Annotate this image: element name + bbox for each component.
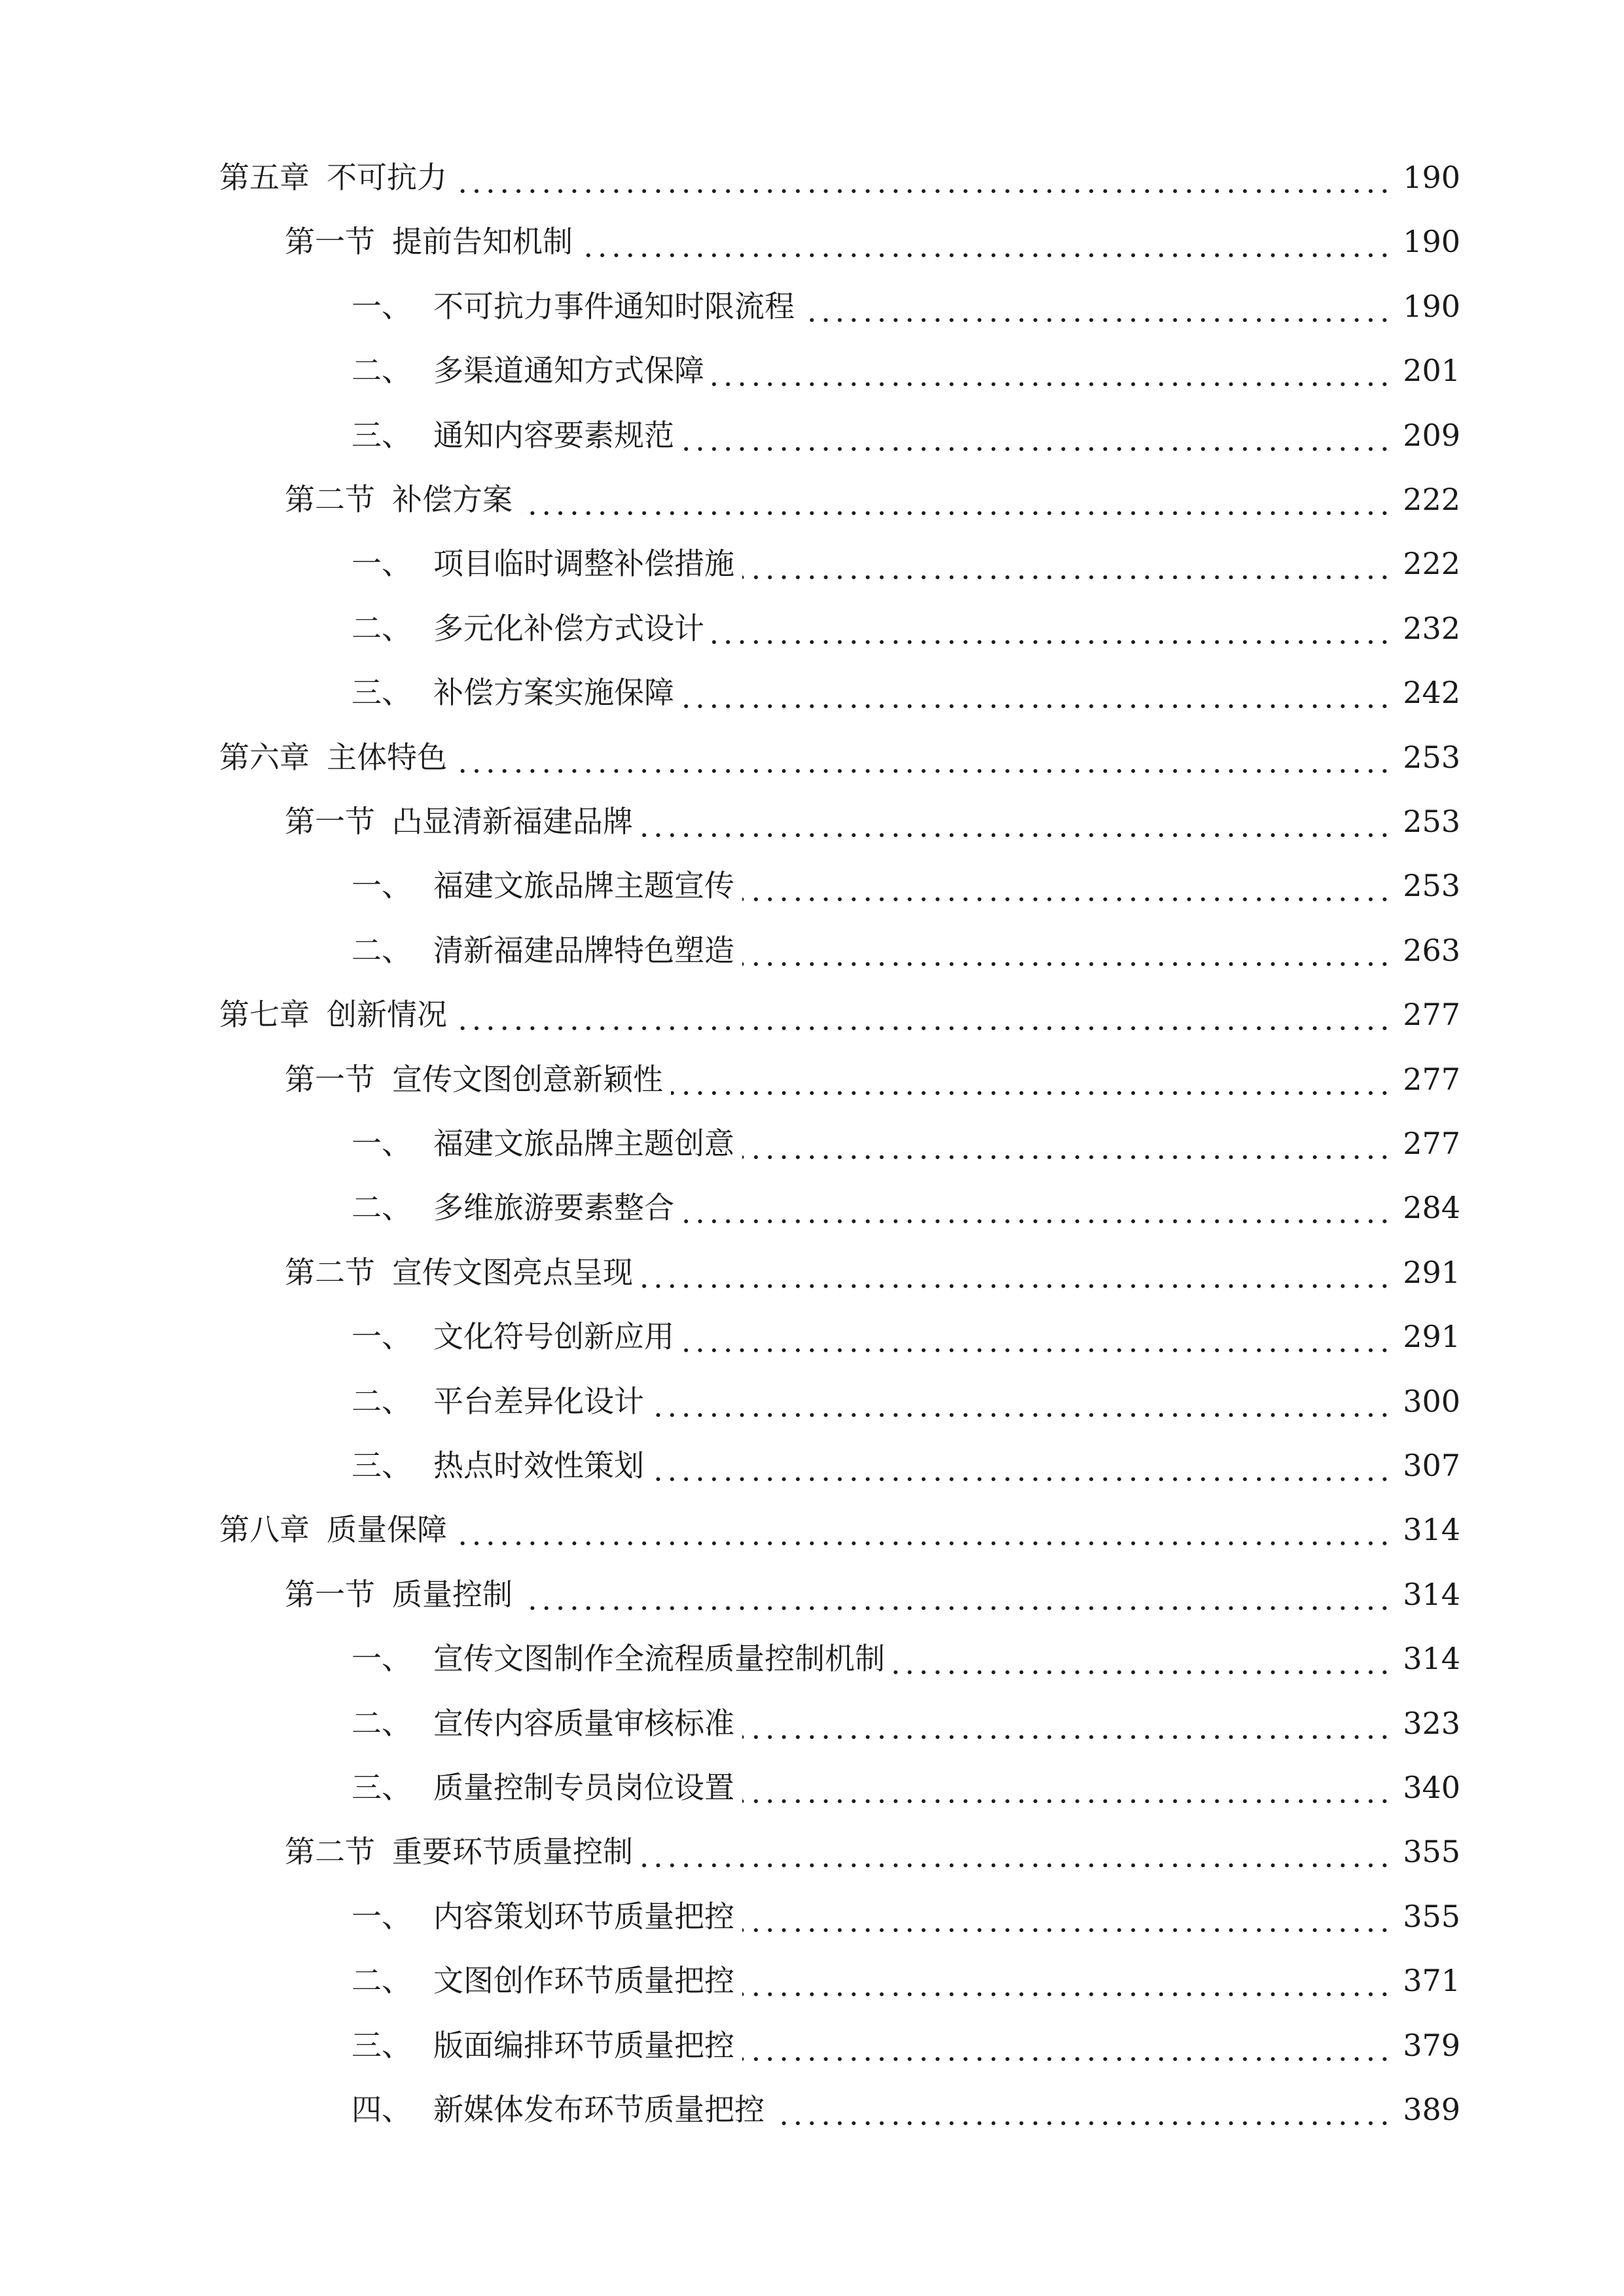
toc-entry[interactable] [0, 1884, 1624, 1948]
toc-entry-heading [352, 1691, 734, 1755]
toc-entry-title: 热点时效性策划 [433, 1448, 644, 1483]
toc-entry-title: 质量控制专员岗位设置 [433, 1770, 734, 1805]
dot-leader [742, 1153, 1392, 1161]
toc-entry-heading [352, 531, 734, 596]
toc-entry-heading [352, 1948, 734, 2013]
toc-entry-page-number: 222 [1403, 546, 1460, 581]
toc-entry-page-number: 355 [1403, 1899, 1460, 1934]
toc-entry[interactable] [0, 1111, 1624, 1175]
dot-leader [682, 445, 1392, 453]
toc-entry-title: 主体特色 [327, 740, 447, 775]
toc-entry-number: 第八章 [219, 1512, 310, 1547]
toc-entry-number: 一、 [352, 289, 412, 324]
toc-entry-page-number: 190 [1403, 289, 1460, 324]
toc-entry-title: 宣传文图创意新颖性 [392, 1062, 663, 1097]
toc-entry-page-number: 253 [1403, 804, 1460, 839]
toc-entry[interactable] [0, 1626, 1624, 1691]
dot-leader [641, 1282, 1392, 1290]
toc-entry-number: 一、 [352, 546, 412, 581]
toc-entry-title: 创新情况 [327, 997, 447, 1032]
toc-entry-number: 第二节 [285, 482, 375, 517]
toc-entry-heading [352, 1175, 674, 1240]
dot-leader [455, 1024, 1392, 1032]
toc-entry-heading [285, 1047, 663, 1111]
toc-entry-title: 宣传内容质量审核标准 [433, 1706, 734, 1741]
toc-entry-heading [285, 1562, 513, 1626]
toc-entry-number: 第一节 [285, 1062, 375, 1097]
toc-entry-page-number: 314 [1403, 1641, 1460, 1676]
toc-entry-page-number: 291 [1403, 1255, 1460, 1290]
toc-entry-number: 二、 [352, 1963, 412, 1998]
toc-entry-number: 三、 [352, 1448, 412, 1483]
toc-entry-heading [352, 596, 704, 660]
toc-entry-heading [352, 2077, 765, 2142]
toc-entry-title: 项目临时调整补偿措施 [433, 546, 734, 581]
toc-entry-number: 第六章 [219, 740, 310, 775]
toc-entry[interactable] [0, 2077, 1624, 2142]
toc-entry[interactable] [0, 1755, 1624, 1820]
toc-entry-number: 一、 [352, 1641, 412, 1676]
toc-entry-number: 二、 [352, 933, 412, 968]
toc-entry-title: 宣传文图亮点呈现 [392, 1255, 633, 1290]
toc-entry-page-number: 190 [1403, 224, 1460, 259]
toc-entry[interactable] [0, 982, 1624, 1047]
dot-leader [455, 767, 1392, 775]
toc-entry-page-number: 277 [1403, 1062, 1460, 1097]
toc-entry-title: 多渠道通知方式保障 [433, 353, 704, 388]
toc-entry-title: 平台差异化设计 [433, 1384, 644, 1419]
toc-entry-page-number: 242 [1403, 675, 1460, 710]
toc-entry-page-number: 277 [1403, 997, 1460, 1032]
toc-entry-title: 质量控制 [392, 1577, 513, 1612]
toc-entry-page-number: 190 [1403, 160, 1460, 195]
toc-entry-heading [219, 1498, 447, 1562]
dot-leader [742, 2055, 1392, 2063]
toc-entry-page-number: 263 [1403, 933, 1460, 968]
toc-entry[interactable] [0, 403, 1624, 467]
toc-entry-page-number: 323 [1403, 1706, 1460, 1741]
toc-entry[interactable] [0, 1175, 1624, 1240]
toc-entry-heading [219, 145, 447, 209]
toc-entry-title: 内容策划环节质量把控 [433, 1899, 734, 1934]
toc-entry[interactable] [0, 1562, 1624, 1626]
toc-entry-number: 第七章 [219, 997, 310, 1032]
toc-entry-page-number: 277 [1403, 1126, 1460, 1161]
toc-entry-page-number: 371 [1403, 1963, 1460, 1998]
toc-entry-number: 第一节 [285, 804, 375, 839]
toc-entry-page-number: 314 [1403, 1512, 1460, 1547]
toc-entry-title: 重要环节质量控制 [392, 1834, 633, 1869]
dot-leader [893, 1668, 1392, 1676]
toc-entry[interactable] [0, 725, 1624, 789]
toc-entry-title: 不可抗力事件通知时限流程 [433, 289, 795, 324]
dot-leader [520, 1604, 1392, 1612]
toc-entry-number: 一、 [352, 1126, 412, 1161]
dot-leader [641, 1861, 1392, 1869]
toc-entry-heading [352, 918, 734, 982]
toc-entry-title: 不可抗力 [327, 160, 447, 195]
toc-entry[interactable] [0, 531, 1624, 596]
toc-entry[interactable] [0, 1240, 1624, 1304]
toc-entry[interactable] [0, 209, 1624, 274]
toc-entry-number: 第五章 [219, 160, 310, 195]
toc-entry-number: 四、 [352, 2092, 412, 2127]
toc-entry-number: 第一节 [285, 1577, 375, 1612]
toc-entry-heading [352, 1304, 674, 1369]
toc-entry[interactable] [0, 1047, 1624, 1111]
toc-entry-number: 二、 [352, 611, 412, 646]
toc-entry[interactable] [0, 274, 1624, 338]
dot-leader [641, 831, 1392, 839]
dot-leader [742, 1926, 1392, 1934]
toc-entry-page-number: 300 [1403, 1384, 1460, 1419]
dot-leader [520, 509, 1392, 517]
toc-entry[interactable] [0, 145, 1624, 209]
toc-entry-heading [352, 403, 674, 467]
toc-entry-heading [352, 1884, 734, 1948]
toc-entry-heading [285, 1240, 633, 1304]
toc-entry-heading [352, 2013, 734, 2077]
toc-entry-page-number: 355 [1403, 1834, 1460, 1869]
dot-leader [742, 1797, 1392, 1805]
toc-entry[interactable] [0, 1304, 1624, 1369]
toc-entry-number: 一、 [352, 1899, 412, 1934]
toc-entry-heading [352, 338, 704, 403]
toc-entry-heading [285, 467, 513, 531]
toc-entry-number: 一、 [352, 868, 412, 903]
toc-entry-heading [352, 1433, 644, 1498]
toc-entry[interactable] [0, 467, 1624, 531]
dot-leader [652, 1411, 1392, 1419]
toc-entry-page-number: 291 [1403, 1319, 1460, 1354]
dot-leader [581, 251, 1392, 259]
dot-leader [712, 638, 1392, 646]
toc-entry[interactable] [0, 596, 1624, 660]
toc-entry[interactable] [0, 2013, 1624, 2077]
toc-entry[interactable] [0, 1498, 1624, 1562]
toc-entry[interactable] [0, 660, 1624, 725]
toc-entry-number: 二、 [352, 1384, 412, 1419]
dot-leader [742, 895, 1392, 903]
toc-entry-title: 多维旅游要素整合 [433, 1190, 674, 1225]
toc-entry-page-number: 340 [1403, 1770, 1460, 1805]
toc-entry-number: 三、 [352, 1770, 412, 1805]
dot-leader [652, 1475, 1392, 1483]
toc-entry-page-number: 201 [1403, 353, 1460, 388]
toc-entry-title: 通知内容要素规范 [433, 418, 674, 453]
toc-entry-heading [285, 1820, 633, 1884]
dot-leader [772, 2119, 1392, 2127]
dot-leader [671, 1089, 1392, 1097]
toc-entry-heading [219, 725, 447, 789]
toc-entry-number: 第二节 [285, 1255, 375, 1290]
toc-entry-heading [352, 853, 734, 918]
toc-entry[interactable] [0, 1433, 1624, 1498]
toc-entry-number: 三、 [352, 2028, 412, 2063]
dot-leader [742, 1733, 1392, 1741]
toc-entry-page-number: 232 [1403, 611, 1460, 646]
toc-entry-page-number: 222 [1403, 482, 1460, 517]
toc-entry-heading [352, 1755, 734, 1820]
toc-entry-heading [219, 982, 447, 1047]
toc-entry-title: 宣传文图制作全流程质量控制机制 [433, 1641, 885, 1676]
dot-leader [742, 573, 1392, 581]
toc-entry[interactable] [0, 853, 1624, 918]
toc-entry-heading [352, 274, 795, 338]
toc-entry-heading [352, 1626, 885, 1691]
toc-entry-number: 二、 [352, 353, 412, 388]
toc-entry-heading [352, 1369, 644, 1433]
toc-entry-title: 福建文旅品牌主题创意 [433, 1126, 734, 1161]
dot-leader [712, 380, 1392, 388]
toc-entry-title: 福建文旅品牌主题宣传 [433, 868, 734, 903]
toc-entry-page-number: 253 [1403, 868, 1460, 903]
toc-entry-number: 二、 [352, 1706, 412, 1741]
toc-entry-title: 质量保障 [327, 1512, 447, 1547]
toc-entry[interactable] [0, 918, 1624, 982]
toc-entry-page-number: 209 [1403, 418, 1460, 453]
toc-entry[interactable] [0, 1369, 1624, 1433]
toc-entry[interactable] [0, 338, 1624, 403]
toc-entry-title: 多元化补偿方式设计 [433, 611, 704, 646]
toc-entry-page-number: 253 [1403, 740, 1460, 775]
dot-leader [803, 316, 1392, 324]
dot-leader [682, 1217, 1392, 1225]
toc-entry-title: 提前告知机制 [392, 224, 573, 259]
toc-entry-title: 版面编排环节质量把控 [433, 2028, 734, 2063]
toc-entry-title: 凸显清新福建品牌 [392, 804, 633, 839]
toc-entry-number: 一、 [352, 1319, 412, 1354]
toc-entry-heading [352, 1111, 734, 1175]
dot-leader [455, 1539, 1392, 1547]
toc-entry-heading [285, 209, 573, 274]
toc-entry-title: 文图创作环节质量把控 [433, 1963, 734, 1998]
toc-entry-heading [352, 660, 674, 725]
dot-leader [742, 1990, 1392, 1998]
toc-entry-number: 三、 [352, 418, 412, 453]
dot-leader [682, 702, 1392, 710]
toc-entry-title: 文化符号创新应用 [433, 1319, 674, 1354]
toc-entry-title: 补偿方案 [392, 482, 513, 517]
toc-entry-page-number: 379 [1403, 2028, 1460, 2063]
toc-entry-page-number: 389 [1403, 2092, 1460, 2127]
toc-entry-title: 补偿方案实施保障 [433, 675, 674, 710]
dot-leader [455, 187, 1392, 195]
toc-entry-number: 第一节 [285, 224, 375, 259]
toc-entry-number: 三、 [352, 675, 412, 710]
toc-entry-title: 新媒体发布环节质量把控 [433, 2092, 765, 2127]
dot-leader [742, 960, 1392, 968]
toc-entry-heading [285, 789, 633, 853]
toc-entry[interactable] [0, 789, 1624, 853]
toc-entry-title: 清新福建品牌特色塑造 [433, 933, 734, 968]
toc-entry-number: 第二节 [285, 1834, 375, 1869]
dot-leader [682, 1346, 1392, 1354]
toc-entry[interactable] [0, 1948, 1624, 2013]
toc-entry-number: 二、 [352, 1190, 412, 1225]
toc-entry-page-number: 307 [1403, 1448, 1460, 1483]
toc-entry[interactable] [0, 1820, 1624, 1884]
toc-entry-page-number: 284 [1403, 1190, 1460, 1225]
toc-entry[interactable] [0, 1691, 1624, 1755]
toc-entry-page-number: 314 [1403, 1577, 1460, 1612]
